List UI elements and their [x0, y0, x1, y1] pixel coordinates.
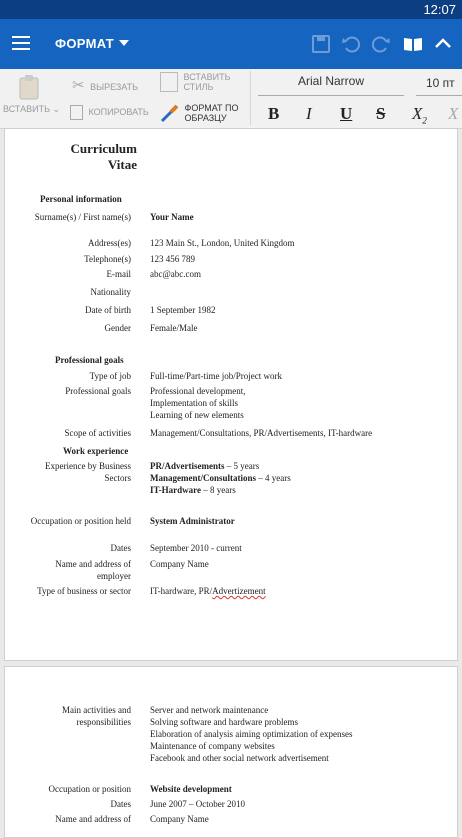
undo-icon[interactable] [340, 33, 362, 55]
cv-title-line1: Curriculum [70, 141, 137, 156]
value-email: abc@abc.com [150, 269, 202, 279]
format-painter-label-line2: ОБРАЗЦУ [184, 113, 227, 123]
label-occupation: Occupation or position held [30, 516, 131, 526]
exp-years: – 8 years [201, 485, 236, 495]
format-painter-button[interactable] [160, 103, 239, 123]
section-heading-work: Work experience [63, 446, 129, 456]
label-experience: Experience by Business Sectors [45, 461, 131, 483]
label-telephone: Telephone(s) [84, 254, 131, 264]
value-occupation: System Administrator [150, 516, 235, 526]
value-telephone: 123 456 789 [150, 254, 195, 264]
redo-icon[interactable] [370, 33, 392, 55]
paintbrush-icon [160, 103, 180, 123]
section-heading-goals: Professional goals [55, 355, 124, 365]
font-size-value: 10 пт [426, 76, 455, 90]
formatting-toolbar [0, 69, 462, 129]
copy-button[interactable] [70, 105, 149, 120]
chevron-down-icon [119, 40, 129, 46]
status-bar [0, 0, 462, 19]
exp-sector: IT-Hardware [150, 485, 202, 495]
save-icon[interactable] [310, 33, 332, 55]
value-activities [150, 704, 450, 764]
label-occupation-2: Occupation or position [48, 784, 131, 794]
document-page-2[interactable] [4, 666, 458, 838]
cut-label: ВЫРЕЗАТЬ [90, 82, 139, 92]
exp-sector: Management/Consultations [150, 473, 257, 483]
label-dates-2: Dates [110, 799, 131, 809]
value-surname: Your Name [150, 212, 194, 222]
paste-style-label-line1: ВСТАВИТЬ [183, 72, 231, 82]
status-time: 12:07 [423, 2, 456, 17]
copy-label: КОПИРОВАТЬ [88, 106, 149, 117]
value-dates-2: June 2007 – October 2010 [150, 799, 245, 809]
paste-style-label-line2: СТИЛЬ [183, 82, 214, 92]
business-text: IT-hardware, PR/ [150, 586, 213, 596]
misspelled-word[interactable]: Advertizement [212, 586, 266, 596]
underline-button[interactable]: U [340, 104, 353, 123]
strikethrough-button[interactable]: S [376, 104, 386, 123]
label-activities: Main activities and responsibilities [62, 705, 131, 727]
cv-title-line2: Vitae [107, 157, 137, 172]
value-scope: Management/Consultations, PR/Advertisements, IT-hardware [150, 428, 373, 438]
format-painter-label-line1: ФОРМАТ ПО [184, 103, 239, 113]
label-business: Type of business or sector [37, 586, 131, 596]
label-nationality: Nationality [90, 287, 131, 297]
subscript-mark: 2 [422, 115, 427, 126]
section-heading-personal: Personal information [40, 194, 122, 204]
label-type-of-job: Type of job [89, 371, 131, 381]
exp-sector: PR/Advertisements [150, 461, 225, 471]
exp-years: – 4 years [256, 473, 291, 483]
activity-line: Facebook and other social network advertisement [150, 753, 329, 763]
goal-line: Implementation of skills [150, 398, 238, 408]
superscript-button-partial[interactable]: X [448, 104, 459, 123]
goal-line: Learning of new elements [150, 410, 244, 420]
label-address: Address(es) [88, 238, 131, 248]
value-occupation-2: Website development [150, 784, 232, 794]
label-gender: Gender [104, 323, 131, 333]
activity-line: Server and network maintenance [150, 705, 269, 715]
label-employer-2: Name and address of [55, 814, 131, 824]
value-experience [150, 460, 450, 496]
activity-line: Maintenance of company websites [150, 741, 275, 751]
value-address: 123 Main St., London, United Kingdom [150, 238, 295, 248]
paste-button[interactable] [3, 104, 60, 115]
reading-mode-book-icon[interactable] [402, 33, 424, 55]
value-business [150, 585, 450, 597]
bold-button[interactable]: B [268, 104, 280, 123]
exp-years: – 5 years [224, 461, 260, 471]
label-surname: Surname(s) / First name(s) [34, 212, 131, 222]
subscript-label: X [412, 104, 423, 123]
label-employer: Name and address of employer [55, 559, 131, 581]
toolbar-divider [250, 71, 251, 125]
value-gender: Female/Male [150, 323, 198, 333]
italic-button[interactable]: I [306, 104, 312, 123]
cut-button[interactable] [72, 76, 138, 94]
value-type-of-job: Full-time/Part-time job/Project work [150, 371, 282, 381]
font-name-value: Arial Narrow [297, 74, 364, 88]
subscript-button[interactable] [412, 104, 427, 125]
copy-icon [70, 105, 83, 120]
value-dob: 1 September 1982 [150, 305, 216, 315]
value-dates: September 2010 - current [150, 543, 242, 553]
paste-style-button[interactable] [160, 72, 231, 92]
activity-line: Elaboration of analysis aiming optimization of expenses [150, 729, 353, 739]
label-dates: Dates [110, 543, 131, 553]
cv-title [62, 141, 137, 173]
paste-style-icon [160, 72, 178, 92]
activity-line: Solving software and hardware problems [150, 717, 298, 727]
document-page-1[interactable] [4, 128, 458, 661]
clipboard-paste-icon[interactable] [18, 74, 40, 100]
paste-dropdown-chevron-icon: ⌄ [52, 104, 61, 114]
hamburger-menu-icon[interactable] [12, 36, 30, 50]
value-employer-2: Company Name [150, 814, 209, 824]
format-menu-label: ФОРМАТ [55, 36, 115, 51]
value-employer: Company Name [150, 559, 209, 569]
font-name-select[interactable] [258, 73, 404, 96]
app-bar [0, 19, 462, 69]
goal-line: Professional development, [150, 386, 246, 396]
collapse-toolbar-chevron-up-icon[interactable] [432, 33, 454, 55]
label-scope: Scope of activities [64, 428, 131, 438]
scissors-icon: ✂ [72, 77, 85, 94]
font-size-select[interactable] [416, 75, 462, 96]
label-professional-goals: Professional goals [65, 386, 131, 396]
format-menu-dropdown[interactable] [55, 36, 129, 51]
paste-label: ВСТАВИТЬ [3, 104, 50, 114]
value-professional-goals [150, 385, 450, 421]
label-dob: Date of birth [85, 305, 131, 315]
label-email: E-mail [106, 269, 131, 279]
